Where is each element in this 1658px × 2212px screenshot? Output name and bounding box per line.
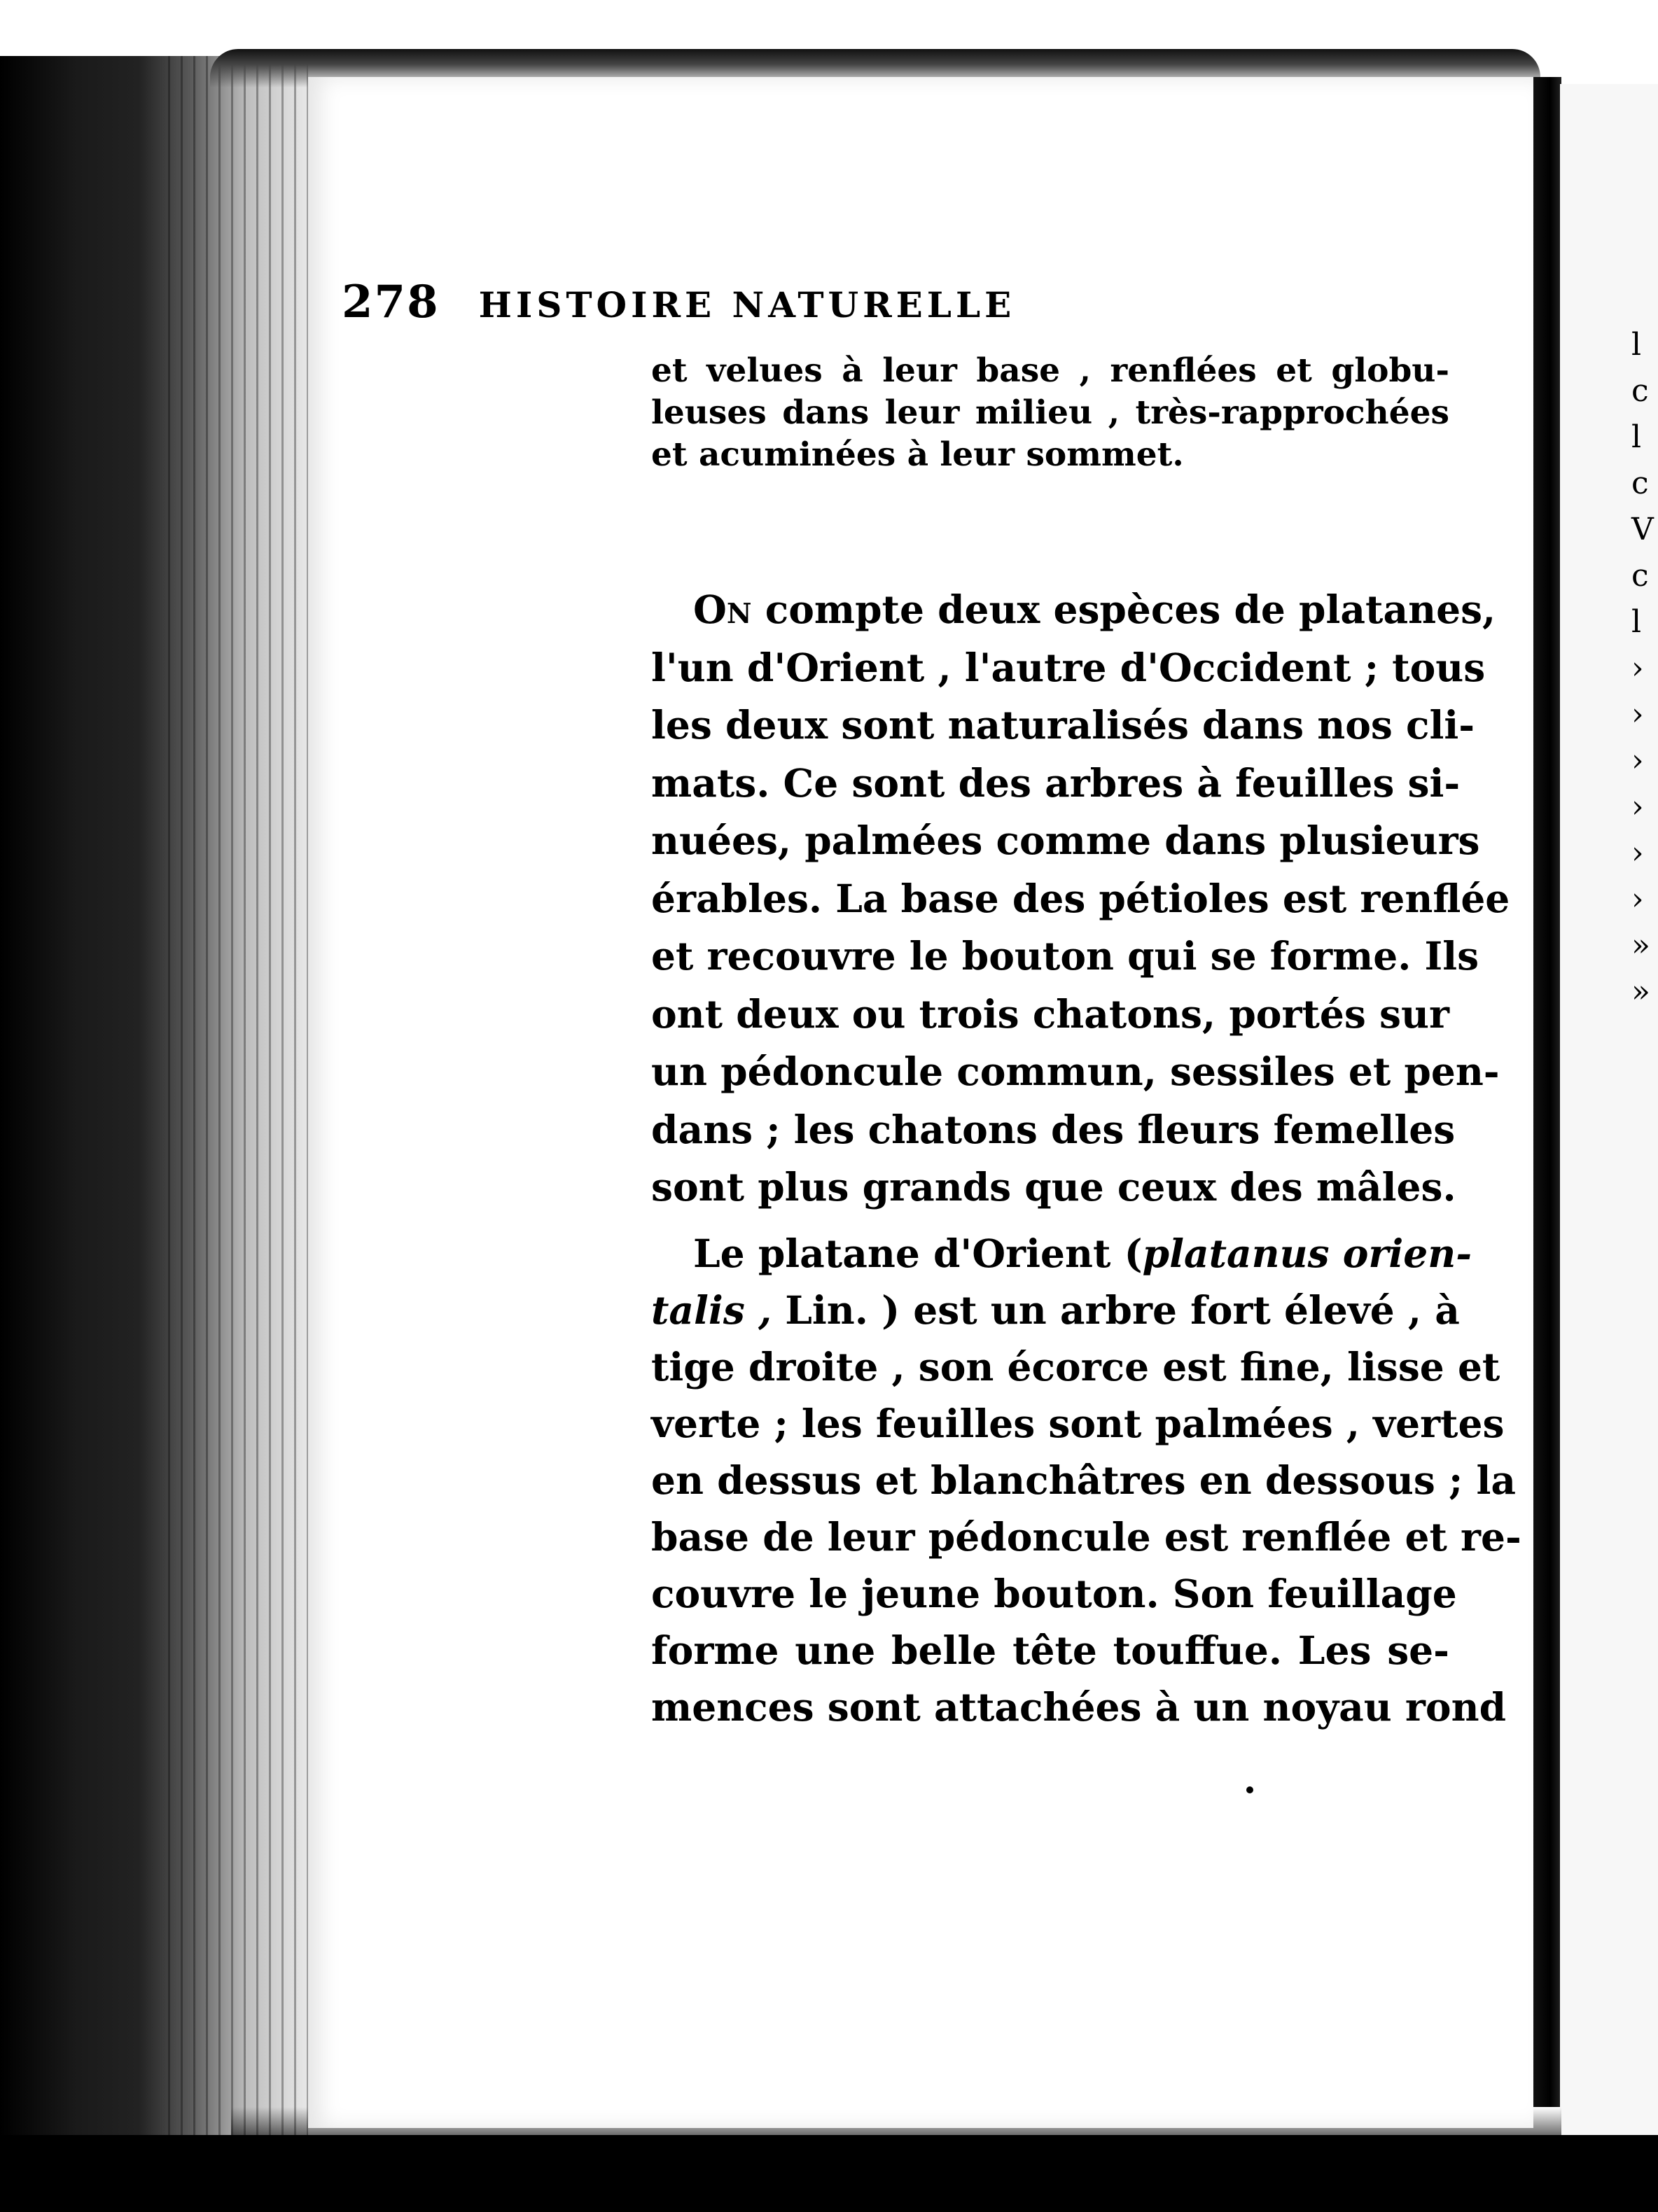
text-line: l'un d'Orient , l'autre d'Occident ; tous — [651, 644, 1486, 690]
text-line: érables. La base des pétioles est renflée — [651, 875, 1510, 921]
text-line: mats. Ce sont des arbres à feuilles si- — [651, 760, 1461, 806]
drop-cap: On — [693, 587, 752, 632]
running-title: HISTOIRE NATURELLE — [478, 284, 1016, 326]
facing-page-glyph: V — [1631, 512, 1654, 547]
facing-page-glyph: › — [1631, 881, 1644, 917]
text-line — [651, 1225, 1472, 1282]
page-header — [342, 276, 1322, 339]
text-line: mences sont attachées à un noyau rond — [651, 1684, 1507, 1730]
text-line: sont plus grands que ceux des mâles. — [651, 1164, 1456, 1210]
facing-page-glyph: c — [1631, 558, 1649, 594]
facing-page-glyph: › — [1631, 835, 1644, 871]
text-fragment: compte deux espèces de platanes, — [751, 587, 1496, 632]
text-line: les deux sont naturalisés dans nos cli- — [651, 702, 1475, 748]
italic-text: platanus orien- — [1142, 1231, 1472, 1276]
text-fragment: Lin. ) est un arbre fort élevé , à — [772, 1287, 1460, 1333]
paragraph-1 — [651, 350, 1449, 476]
italic-text: talis , — [651, 1287, 772, 1333]
facing-page-glyph: l — [1631, 419, 1642, 455]
facing-page-glyph: › — [1631, 789, 1644, 825]
facing-page-glyph: l — [1631, 604, 1642, 640]
text-line: couvre le jeune bouton. Son feuillage — [651, 1571, 1457, 1616]
text-line: ont deux ou trois chatons, portés sur — [651, 990, 1449, 1037]
facing-page-glyph: l — [1631, 327, 1642, 363]
facing-page-glyph: c — [1631, 465, 1649, 501]
text-line: tige droite , son écorce est fine, lisse et — [651, 1344, 1500, 1390]
text-fragment: Le platane d'Orient ( — [693, 1231, 1143, 1276]
text-line: et velues à leur base , renflées et globu- — [651, 351, 1449, 390]
ink-speck — [1246, 1786, 1253, 1793]
page-edges — [168, 56, 308, 2156]
text-line — [651, 581, 1496, 639]
book-gutter — [1533, 77, 1561, 2107]
facing-page-glyph: » — [1631, 927, 1650, 963]
text-line: forme une belle tête touffue. Les se- — [651, 1628, 1449, 1673]
page-number: 278 — [342, 276, 440, 328]
facing-page-glyph: › — [1631, 696, 1644, 732]
text-line: verte ; les feuilles sont palmées , vertes — [651, 1401, 1505, 1446]
text-line: base de leur pédoncule est renflée et re- — [651, 1514, 1521, 1560]
facing-page-glyph: › — [1631, 650, 1644, 686]
text-line: leuses dans leur milieu , très-rapprochées — [651, 393, 1449, 432]
paragraph-3 — [651, 1225, 1521, 1735]
scan-background-bottom — [0, 2135, 1658, 2212]
text-line: et acuminées à leur sommet. — [651, 435, 1184, 474]
text-line: nuées, palmées comme dans plusieurs — [651, 818, 1480, 863]
text-line — [651, 1282, 1460, 1338]
text-line: un pédoncule commun, sessiles et pen- — [651, 1049, 1500, 1094]
paragraph-2 — [651, 581, 1510, 1217]
facing-page-fragments — [1631, 322, 1658, 1652]
text-line: en dessus et blanchâtres en dessous ; la — [651, 1457, 1517, 1503]
facing-page-glyph: › — [1631, 743, 1644, 778]
facing-page-glyph: c — [1631, 373, 1649, 409]
text-line: dans ; les chatons des fleurs femelles — [651, 1106, 1456, 1152]
text-line: et recouvre le bouton qui se forme. Ils — [651, 933, 1479, 979]
facing-page-glyph: » — [1631, 974, 1650, 1009]
